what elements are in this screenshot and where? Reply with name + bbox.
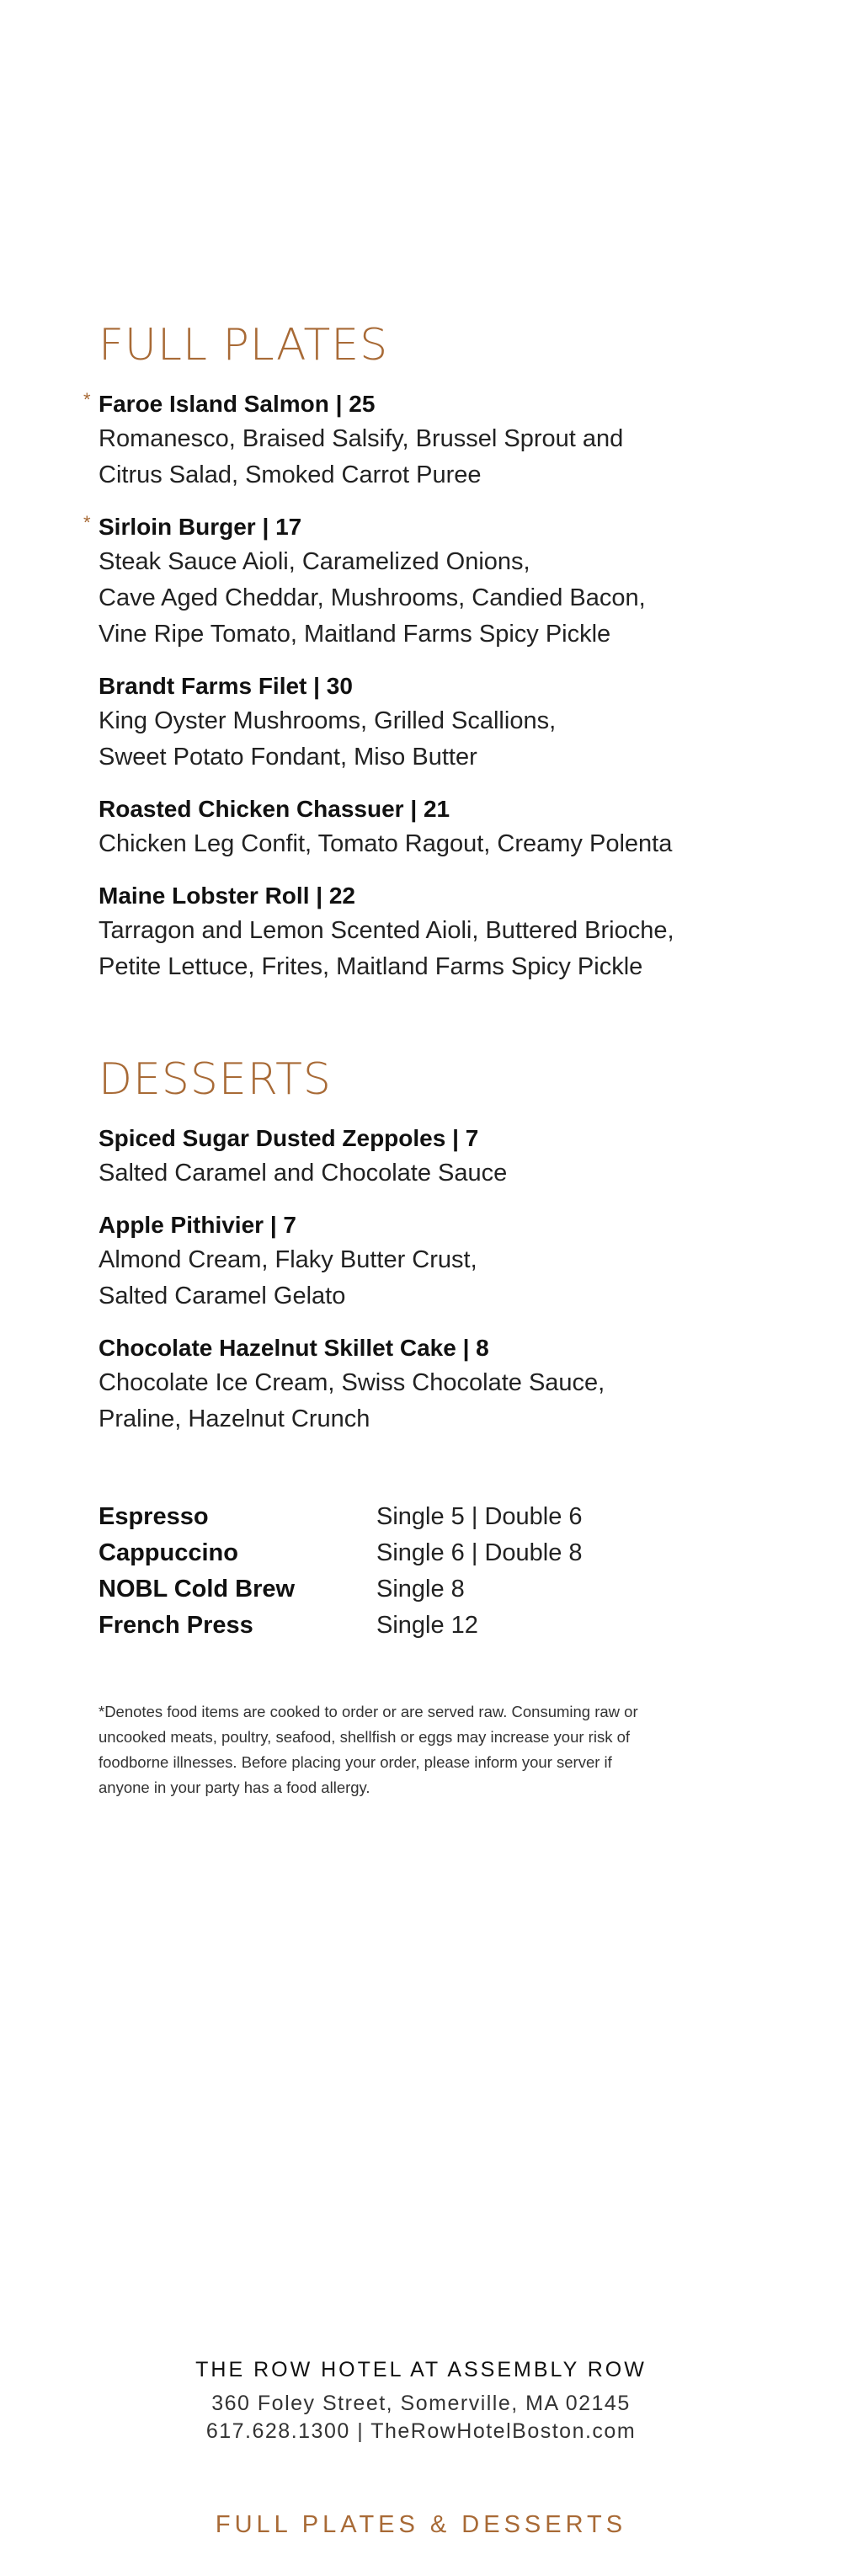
- coffee-name: French Press: [99, 1612, 253, 1639]
- menu-item-name: Roasted Chicken Chassuer | 21: [99, 796, 450, 822]
- menu-item-name: Chocolate Hazelnut Skillet Cake | 8: [99, 1335, 489, 1361]
- hotel-address: 360 Foley Street, Somerville, MA 02145: [211, 2392, 631, 2415]
- desserts-title: DESSERTS: [99, 1054, 332, 1105]
- menu-item-name: Sirloin Burger | 17: [99, 514, 302, 540]
- menu-item: [83, 510, 755, 653]
- menu-item-description: Romanesco, Braised Salsify, Brussel Sprout and Citrus Salad, Smoked Carrot Puree: [99, 425, 624, 488]
- coffee-price: Single 8: [376, 1576, 465, 1603]
- full-plates-section: [83, 320, 755, 985]
- menu-item-name: Maine Lobster Roll | 22: [99, 883, 356, 909]
- menu-item-name: Faroe Island Salmon | 25: [99, 391, 376, 417]
- menu-item: [99, 1208, 755, 1315]
- menu-item: [99, 1331, 755, 1437]
- menu-item: [83, 387, 755, 493]
- coffee-price: Single 12: [376, 1612, 478, 1639]
- coffee-row: [99, 1608, 688, 1644]
- coffee-row: [99, 1535, 688, 1571]
- page-tag: FULL PLATES & DESSERTS: [215, 2511, 627, 2538]
- menu-item-description: Tarragon and Lemon Scented Aioli, Buttered Brioche, Petite Lettuce, Frites, Maitland Farms Spicy Pickle: [99, 917, 674, 980]
- coffee-list: [99, 1499, 688, 1644]
- coffee-price: Single 6 | Double 8: [376, 1539, 583, 1566]
- menu-item-description: King Oyster Mushrooms, Grilled Scallions, Sweet Potato Fondant, Miso Butter: [99, 707, 557, 771]
- menu-item-name: Brandt Farms Filet | 30: [99, 673, 353, 699]
- coffee-row: [99, 1571, 688, 1608]
- full-plates-title: FULL PLATES: [99, 320, 389, 371]
- menu-item-name: Spiced Sugar Dusted Zeppoles | 7: [99, 1125, 479, 1151]
- raw-marker: *: [83, 389, 91, 410]
- menu-item: [99, 792, 755, 862]
- coffee-row: [99, 1499, 688, 1535]
- menu-item-description: Chocolate Ice Cream, Swiss Chocolate Sauce, Praline, Hazelnut Crunch: [99, 1369, 605, 1432]
- menu-item-description: Chicken Leg Confit, Tomato Ragout, Creamy Polenta: [99, 830, 673, 857]
- hotel-name: THE ROW HOTEL AT ASSEMBLY ROW: [195, 2358, 647, 2381]
- menu-item-description: Salted Caramel and Chocolate Sauce: [99, 1160, 508, 1187]
- menu-item: [99, 1122, 755, 1192]
- menu-item-name: Apple Pithivier | 7: [99, 1212, 297, 1238]
- coffee-name: Espresso: [99, 1503, 209, 1530]
- raw-marker: *: [83, 512, 91, 533]
- coffee-price: Single 5 | Double 6: [376, 1503, 583, 1530]
- desserts-section: [99, 1054, 755, 1437]
- menu-item: [99, 669, 755, 776]
- hotel-contact: 617.628.1300 | TheRowHotelBoston.com: [205, 2419, 637, 2443]
- menu-item: [99, 879, 755, 985]
- menu-item-description: Almond Cream, Flaky Butter Crust, Salted Caramel Gelato: [99, 1246, 477, 1309]
- menu-item-description: Steak Sauce Aioli, Caramelized Onions, Cave Aged Cheddar, Mushrooms, Candied Bacon, Vine Ripe Tomato, Maitland Farms Spicy Pickle: [99, 548, 646, 648]
- allergy-footnote: *Denotes food items are cooked to order or are served raw. Consuming raw or uncooked meats, poultry, seafood, shellfish or eggs may increase your risk of foodborne illnesses. Before placing your order, please inform your server if anyone in your party has a food allergy.: [99, 1703, 638, 1796]
- coffee-name: Cappuccino: [99, 1539, 238, 1566]
- coffee-name: NOBL Cold Brew: [99, 1576, 296, 1603]
